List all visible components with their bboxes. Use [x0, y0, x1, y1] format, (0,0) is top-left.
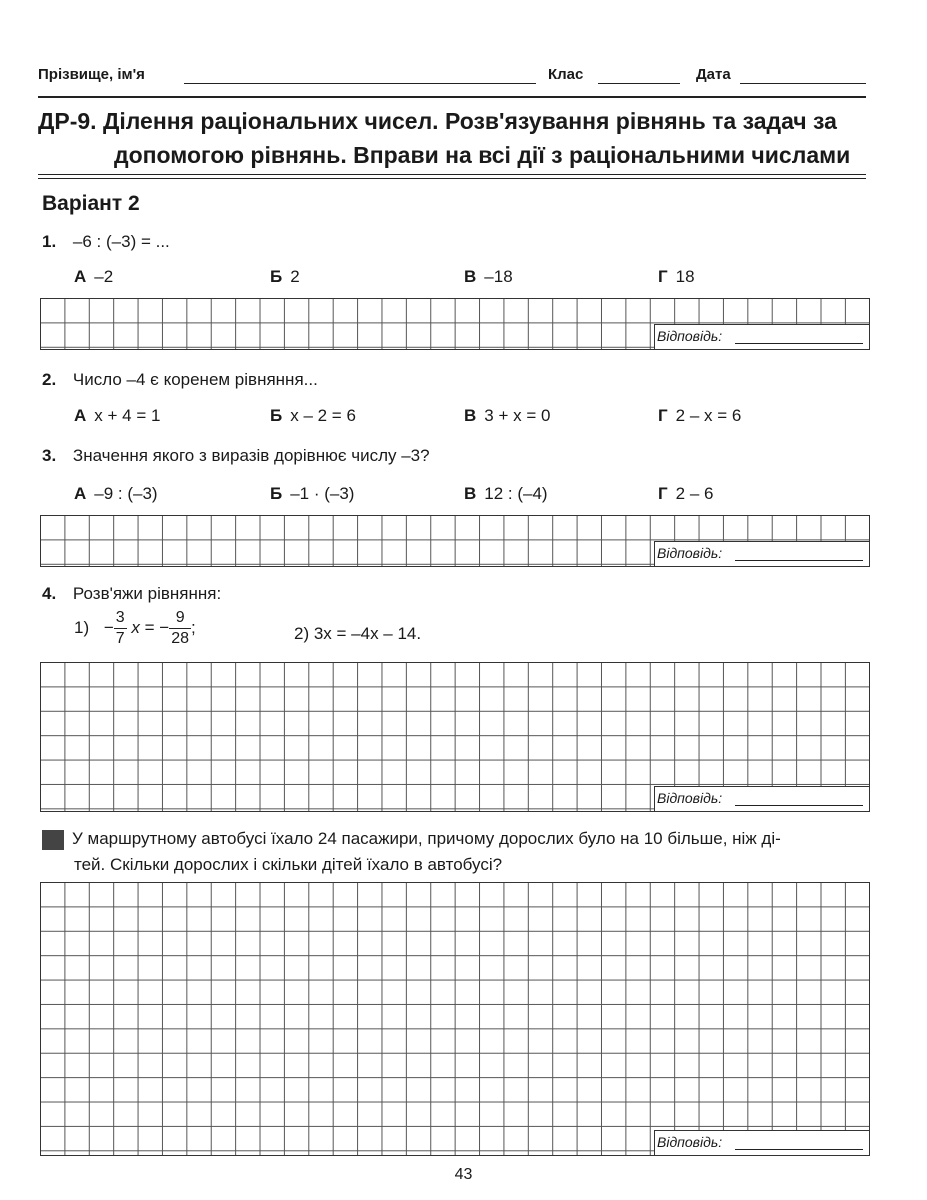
option-value: –1 · (–3)	[290, 484, 355, 503]
answer-grid-4[interactable]	[40, 662, 870, 812]
denominator: 7	[115, 630, 125, 647]
question-number: 1.	[42, 232, 57, 251]
option-d[interactable]	[658, 484, 713, 504]
question-text: Значення якого з виразів дорівнює числу –3?	[72, 446, 430, 465]
question-text-line-2: тей. Скільки дорослих і скільки дітей їхало в автобусі?	[74, 855, 503, 874]
fraction-9-28	[169, 608, 191, 649]
option-letter: Г	[658, 267, 668, 286]
option-letter: Г	[658, 406, 668, 425]
variant-heading: Варіант 2	[42, 192, 140, 215]
answer-line	[735, 1149, 863, 1150]
option-b[interactable]	[270, 484, 354, 504]
option-letter: А	[74, 267, 87, 286]
option-b[interactable]	[270, 406, 356, 426]
worksheet-title	[38, 104, 850, 172]
answer-grid-1[interactable]	[40, 298, 870, 350]
part-label: 1)	[74, 617, 90, 637]
question-4	[42, 584, 221, 604]
equation-1: 1) − $\frac{3}{7}$ x = − $\frac{9}{28}$ ;	[74, 609, 196, 647]
option-letter: В	[464, 406, 477, 425]
option-a[interactable]	[74, 406, 160, 426]
option-value: 2 – x = 6	[675, 406, 742, 425]
numerator: 9	[169, 608, 191, 629]
option-value: 2 – 6	[675, 484, 714, 503]
option-letter: Б	[270, 406, 283, 425]
title-divider-top	[38, 174, 866, 175]
name-label: Прізвище, ім'я	[38, 66, 145, 83]
option-value: –2	[94, 267, 114, 286]
option-c[interactable]	[464, 267, 513, 287]
option-b[interactable]	[270, 267, 300, 287]
date-label: Дата	[696, 66, 731, 83]
equation-2: 2) 3x = –4x – 14.	[294, 624, 422, 643]
option-d[interactable]	[658, 406, 741, 426]
question-number: 2.	[42, 370, 57, 389]
answer-label: Відповідь:	[657, 790, 723, 806]
question-1	[42, 232, 170, 252]
answer-box[interactable]	[654, 324, 869, 349]
question-text: Число –4 є коренем рівняння...	[72, 370, 318, 389]
option-value: –9 : (–3)	[94, 484, 158, 503]
question-text-line-1: У маршрутному автобусі їхало 24 пасажири, причому дорослих було на 10 більше, ніж ді-	[72, 829, 781, 848]
question-number: 4.	[42, 584, 57, 603]
class-field[interactable]	[598, 83, 680, 84]
answer-label: Відповідь:	[657, 328, 723, 344]
question-5-marker-icon	[42, 830, 64, 850]
answer-box[interactable]	[654, 1130, 869, 1155]
option-value: x – 2 = 6	[290, 406, 356, 425]
option-c[interactable]	[464, 484, 548, 504]
page-number: 43	[454, 1166, 473, 1183]
option-a[interactable]	[74, 267, 113, 287]
option-letter: В	[464, 267, 477, 286]
option-letter: В	[464, 484, 477, 503]
title-divider-bottom	[38, 178, 866, 179]
student-info-header	[38, 66, 868, 90]
option-letter: Б	[270, 267, 283, 286]
question-text: –6 : (–3) = ...	[72, 232, 170, 251]
question-number: 3.	[42, 446, 57, 465]
fraction-3-7	[114, 608, 127, 649]
question-text: Розв'яжи рівняння:	[72, 584, 222, 603]
option-value: 12 : (–4)	[484, 484, 548, 503]
option-c[interactable]	[464, 406, 550, 426]
option-value: 2	[290, 267, 300, 286]
answer-label: Відповідь:	[657, 545, 723, 561]
answer-grid-3[interactable]	[40, 515, 870, 567]
answer-label: Відповідь:	[657, 1134, 723, 1150]
answer-grid-5[interactable]	[40, 882, 870, 1156]
title-line-1: ДР-9. Ділення раціональних чисел. Розв'язування рівнянь та задач за	[38, 108, 837, 134]
option-d[interactable]	[658, 267, 695, 287]
denominator: 28	[171, 630, 190, 647]
answer-line	[735, 343, 863, 344]
option-value: x + 4 = 1	[94, 406, 161, 425]
answer-line	[735, 805, 863, 806]
date-field[interactable]	[740, 83, 866, 84]
option-letter: А	[74, 406, 87, 425]
name-field[interactable]	[184, 83, 536, 84]
option-letter: А	[74, 484, 87, 503]
option-value: 18	[675, 267, 695, 286]
option-value: –18	[484, 267, 513, 286]
header-divider	[38, 96, 866, 98]
answer-box[interactable]	[654, 786, 869, 811]
question-5	[42, 826, 870, 878]
answer-box[interactable]	[654, 541, 869, 566]
class-label: Клас	[548, 66, 584, 83]
question-2	[42, 370, 318, 390]
answer-line	[735, 560, 863, 561]
numerator: 3	[114, 608, 127, 629]
question-3	[42, 446, 430, 466]
option-letter: Г	[658, 484, 668, 503]
option-value: 3 + x = 0	[484, 406, 551, 425]
option-letter: Б	[270, 484, 283, 503]
title-line-2: допомогою рівнянь. Вправи на всі дії з раціональними числами	[114, 142, 851, 168]
option-a[interactable]	[74, 484, 158, 504]
